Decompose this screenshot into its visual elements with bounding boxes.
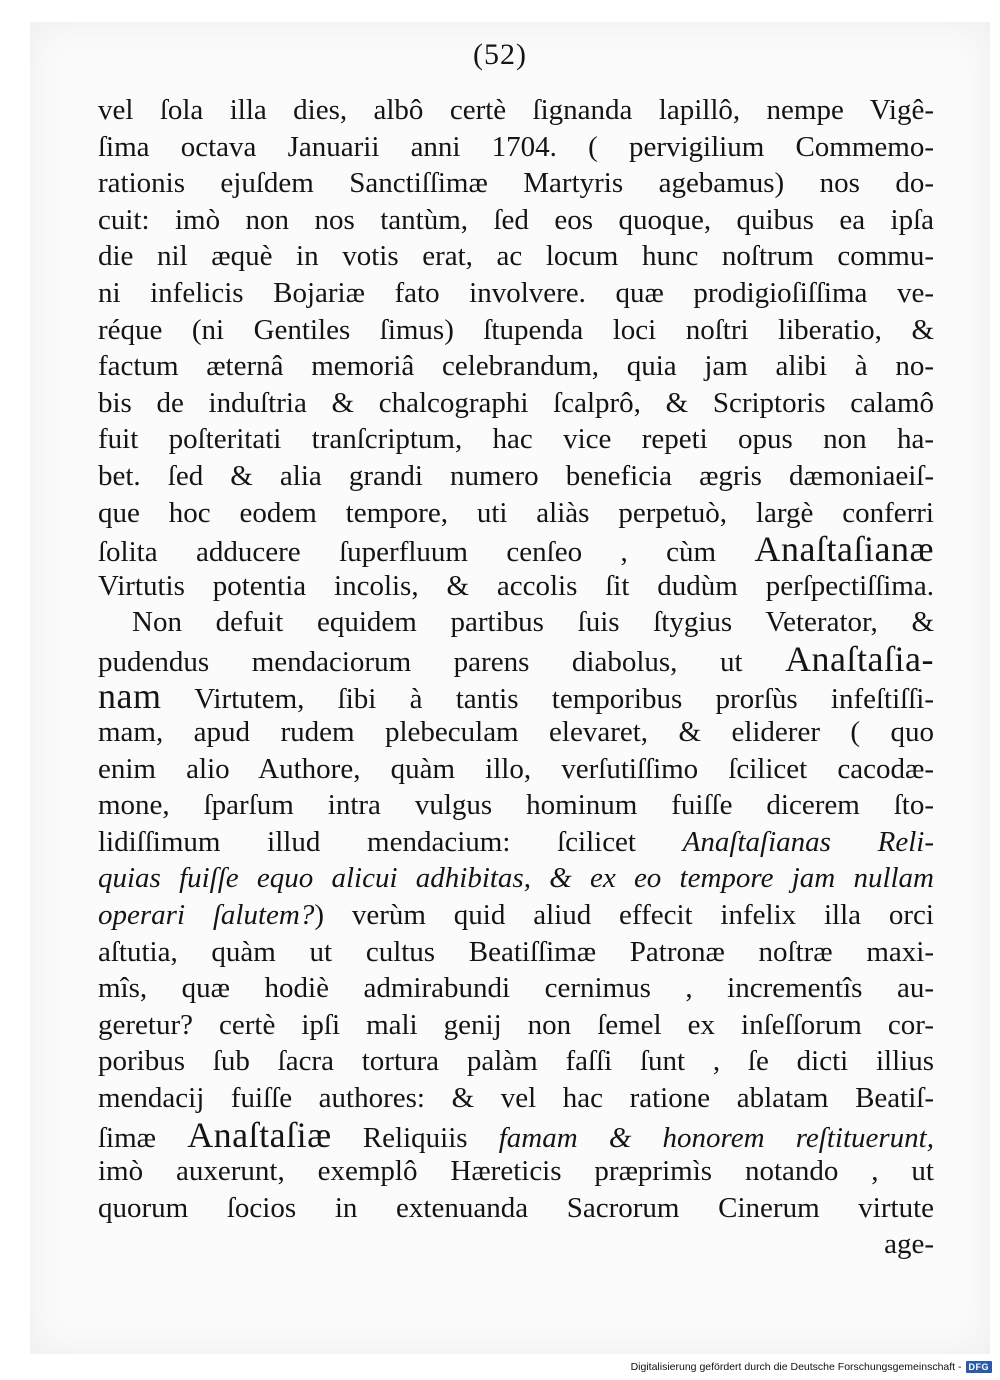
text-line [98,129,934,166]
text-line [98,897,934,934]
text-segment: mam, apud rudem plebeculam elevaret, & eliderer ( quo [98,716,934,749]
page-number: (52) [473,38,527,71]
text-line [98,970,934,1007]
text-line [98,348,934,385]
text-segment: fuit poſteritati tranſcriptum, hac vice repeti opus non ha- [98,423,934,456]
text-line [98,1114,934,1155]
text-line [98,568,934,605]
text-segment: quorum ſocios in extenuanda Sacrorum Cinerum virtute [98,1191,934,1224]
text-segment: vel ſola illa dies, albô certè ſignanda lapillô, nempe Vigê- [98,94,934,126]
text-segment: ſolita adducere ſuperfluum cenſeo , cùm [98,536,755,569]
text-line [98,92,934,129]
text-line [98,1226,934,1263]
text-line [98,312,934,349]
text-segment: ſimæ [98,1121,188,1154]
text-segment: Virtutem, ſibi à tantis temporibus prorſùs infeſtiſſi- [161,682,934,715]
text-segment: que hoc eodem tempore, uti aliàs perpetuò, largè conferri [98,496,934,529]
text-segment: bis de induſtria & chalcographi ſcalprô, & Scriptoris calamô [98,386,934,419]
text-segment: ) verùm quid aliud effecit infelix illa orci [314,899,934,932]
text-line [98,202,934,239]
italic-text: famam & honorem reſtituerunt, [498,1121,934,1154]
text-line [98,458,934,495]
text-line [98,385,934,422]
text-segment: ſima octava Januarii anni 1704. ( pervigilium Commemo- [98,130,934,163]
text-line [98,238,934,275]
emphasized-name: nam [98,675,162,716]
text-line [98,165,934,202]
text-segment: réque (ni Gentiles ſimus) ſtupenda loci noſtri liberatio, & [98,313,934,346]
text-line [98,531,934,568]
text-line [98,714,934,751]
text-line [98,934,934,971]
italic-text: quias fuiſſe equo alicui adhibitas, & ex eo tempore jam nullam [98,862,934,895]
text-line [98,1043,934,1080]
text-segment: imò auxerunt, exemplô Hæreticis præprimìs notando , ut [98,1155,934,1188]
text-line [98,275,934,312]
text-line [98,638,934,679]
text-segment: Reliquiis [331,1121,499,1154]
emphasized-name: Anaſtaſiæ [187,1114,332,1155]
text-line [98,1190,934,1227]
text-line [98,604,934,641]
text-segment: bet. ſed & alia grandi numero beneficia ægris dæmoniaeiſ- [98,459,934,492]
text-line [98,824,934,861]
text-segment: aſtutia, quàm ut cultus Beatiſſimæ Patronæ noſtræ maxi- [98,935,934,968]
body-text [98,92,934,1263]
dfg-logo: DFG [966,1361,993,1373]
text-segment: enim alio Authore, quàm illo, verſutiſſimo ſcilicet cacodæ- [98,752,934,785]
text-segment: Non defuit equidem partibus ſuis ſtygius Veterator, & [132,606,934,639]
text-segment: mîs, quæ hodiè admirabundi cernimus , incrementîs au- [98,972,934,1005]
text-segment: die nil æquè in votis erat, ac locum hunc noſtrum commu- [98,240,934,273]
text-segment: rationis ejuſdem Sanctiſſimæ Martyris agebamus) nos do- [98,167,934,200]
italic-text: operari ſalutem? [98,899,315,932]
text-line [98,751,934,788]
text-line [98,787,934,824]
text-line [98,1080,934,1117]
text-segment: pudendus mendaciorum parens diabolus, ut [98,645,786,678]
text-segment: mendacij fuiſſe authores: & vel hac ratione ablatam Beatiſ- [98,1082,934,1115]
text-segment: lidiſſimum illud mendacium: ſcilicet [98,825,683,858]
text-line [98,1153,934,1190]
italic-text: Anaſtaſianas Reli- [682,825,934,858]
footer-text: Digitalisierung gefördert durch die Deutsche Forschungsgemeinschaft - [630,1361,962,1373]
text-line [98,495,934,532]
text-segment: Virtutis potentia incolis, & accolis ſit dudùm perſpectiſſima. [98,569,934,602]
text-segment: mone, ſparſum intra vulgus hominum fuiſſe dicerem ſto- [98,789,934,822]
text-segment: ni infelicis Bojariæ fato involvere. quæ prodigioſiſſima ve- [98,276,934,309]
emphasized-name: Anaſtaſianæ [754,529,934,570]
text-line [98,1007,934,1044]
text-line [98,675,934,716]
text-line [98,421,934,458]
text-line [98,860,934,897]
text-segment: geretur? certè ipſi mali genij non ſemel ex inſeſſorum cor- [98,1008,934,1041]
text-segment: factum æternâ memoriâ celebrandum, quia jam alibi à no- [98,350,934,383]
text-segment: age- [884,1228,934,1261]
emphasized-name: Anaſtaſia- [785,638,934,679]
text-segment: cuit: imò non nos tantùm, ſed eos quoque, quibus ea ipſa [98,203,934,236]
text-segment: poribus ſub ſacra tortura palàm faſſi ſunt , ſe dicti illius [98,1045,934,1078]
footer [631,1358,992,1376]
